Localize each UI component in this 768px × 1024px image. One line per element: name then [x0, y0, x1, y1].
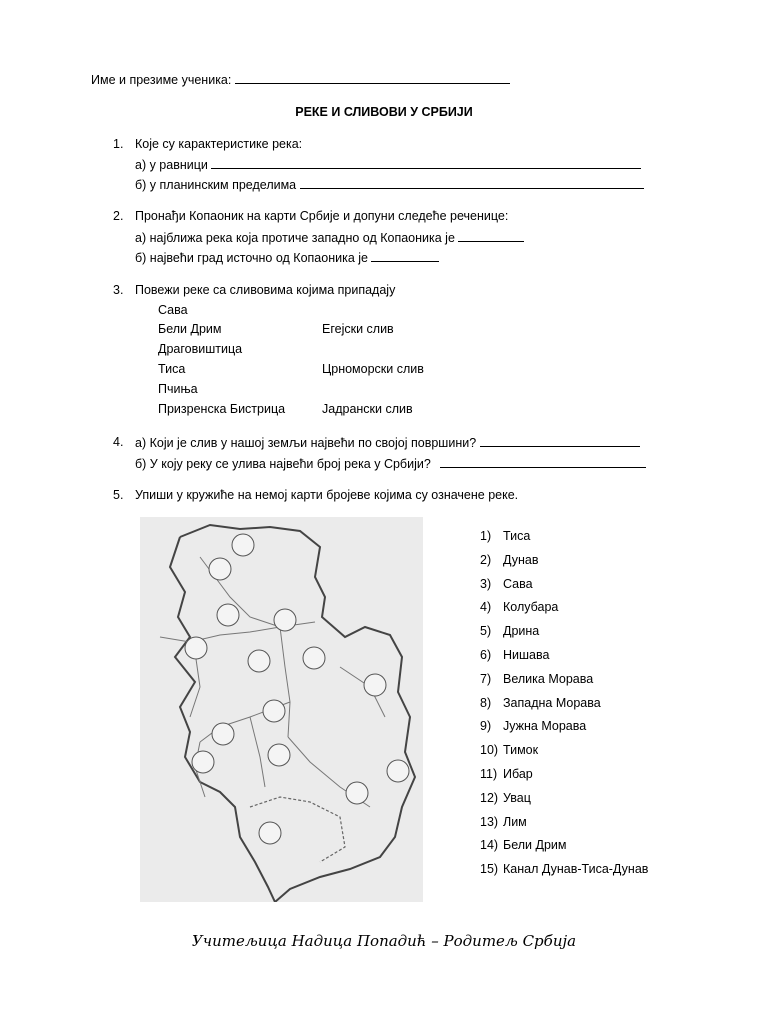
footer-credit: Учитељица Надица Попадић – Родитељ Србија	[191, 932, 577, 950]
basin-black-sea[interactable]: Црноморски слив	[322, 362, 424, 376]
q5-number: 5.	[113, 488, 124, 502]
map-circle	[232, 534, 254, 556]
q4-part-b	[135, 456, 646, 471]
q4-part-a-blank[interactable]	[480, 435, 640, 447]
map-drawing	[140, 517, 423, 902]
legend-number: 9)	[480, 719, 492, 733]
river-sava[interactable]: Сава	[158, 303, 188, 317]
student-name-blank[interactable]	[235, 72, 510, 84]
map-circle	[274, 609, 296, 631]
q2-part-a-blank[interactable]	[458, 230, 524, 242]
map-circle	[346, 782, 368, 804]
legend-river-name: Велика Морава	[503, 672, 594, 686]
legend-number: 2)	[480, 553, 492, 567]
map-circle	[185, 637, 207, 659]
page-title: РЕКЕ И СЛИВОВИ У СРБИЈИ	[295, 105, 473, 119]
basin-aegean[interactable]: Егејски слив	[322, 322, 394, 336]
q4-part-a	[135, 435, 640, 450]
legend-number: 15)	[480, 862, 499, 876]
q1-part-a-blank[interactable]	[211, 157, 641, 169]
blank-map-of-serbia	[140, 517, 423, 902]
q1-part-b-label: б) у планинским пределима	[135, 178, 297, 192]
legend-number: 10)	[480, 743, 499, 757]
legend-river-name: Ибар	[503, 767, 533, 781]
q2-part-b-blank[interactable]	[371, 250, 439, 262]
river-beli-drim[interactable]: Бели Дрим	[158, 322, 222, 336]
map-circle	[303, 647, 325, 669]
map-circle	[209, 558, 231, 580]
map-circle	[263, 700, 285, 722]
map-circle	[192, 751, 214, 773]
legend-river-name: Дунав	[503, 553, 539, 567]
q4-part-b-blank[interactable]	[440, 456, 646, 468]
legend-number: 4)	[480, 600, 492, 614]
legend-river-name: Нишава	[503, 648, 550, 662]
legend-number: 8)	[480, 696, 492, 710]
legend-number: 5)	[480, 624, 492, 638]
legend-river-name: Лим	[503, 815, 527, 829]
legend-number: 1)	[480, 529, 492, 543]
map-circle	[217, 604, 239, 626]
river-tisa[interactable]: Тиса	[158, 362, 186, 376]
q2-text: Пронађи Копаоник на карти Србије и допуни следеће реченице:	[135, 209, 509, 223]
map-circle	[212, 723, 234, 745]
legend-number: 7)	[480, 672, 492, 686]
river-dragovistica[interactable]: Драговиштица	[158, 342, 243, 356]
q1-part-b-blank[interactable]	[300, 177, 644, 189]
legend-number: 14)	[480, 838, 499, 852]
legend-river-name: Западна Морава	[503, 696, 601, 710]
legend-river-name: Дрина	[503, 624, 540, 638]
q2-part-a-label: а) најближа река која протиче западно од Копаоника је	[135, 231, 455, 245]
q2-number: 2.	[113, 209, 124, 223]
q2-part-b	[135, 250, 439, 265]
q5-text: Упиши у кружиће на немој карти бројеве којима су означене реке.	[135, 488, 519, 502]
map-circle	[248, 650, 270, 672]
map-circle	[259, 822, 281, 844]
basin-adriatic[interactable]: Јадрански слив	[322, 402, 413, 416]
legend-number: 13)	[480, 815, 499, 829]
q1-part-a-label: а) у равници	[135, 158, 208, 172]
legend-river-name: Увац	[503, 791, 531, 805]
map-circle	[364, 674, 386, 696]
q4-number: 4.	[113, 435, 124, 449]
river-pcinja[interactable]: Пчиња	[158, 382, 198, 396]
legend-number: 12)	[480, 791, 499, 805]
q1-number: 1.	[113, 137, 124, 151]
legend-river-name: Колубара	[503, 600, 559, 614]
map-circle	[387, 760, 409, 782]
q1-part-b	[135, 177, 644, 192]
q1-part-a	[135, 157, 641, 172]
legend-river-name: Тиса	[503, 529, 531, 543]
legend-number: 3)	[480, 577, 492, 591]
legend-number: 11)	[480, 767, 498, 781]
q1-text: Које су карактеристике река:	[135, 137, 303, 151]
legend-river-name: Тимок	[503, 743, 539, 757]
q3-number: 3.	[113, 283, 124, 297]
q4-part-b-label: б) У коју реку се улива највећи број река у Србији?	[135, 457, 431, 471]
legend-river-name: Канал Дунав-Тиса-Дунав	[503, 862, 649, 876]
legend-river-name: Јужна Морава	[503, 719, 587, 733]
q2-part-a	[135, 230, 524, 245]
student-name-line	[91, 72, 510, 87]
q2-part-b-label: б) највећи град источно од Копаоника је	[135, 251, 368, 265]
legend-river-name: Сава	[503, 577, 533, 591]
legend-river-name: Бели Дрим	[503, 838, 567, 852]
q4-part-a-label: а) Који је слив у нашој земљи највећи по својој површини?	[135, 436, 477, 450]
river-prizrenska-bistrica[interactable]: Призренска Бистрица	[158, 402, 286, 416]
student-name-label: Име и презиме ученика:	[91, 73, 232, 87]
map-circle	[268, 744, 290, 766]
q3-text: Повежи реке са сливовима којима припадају	[135, 283, 396, 297]
legend-number: 6)	[480, 648, 492, 662]
